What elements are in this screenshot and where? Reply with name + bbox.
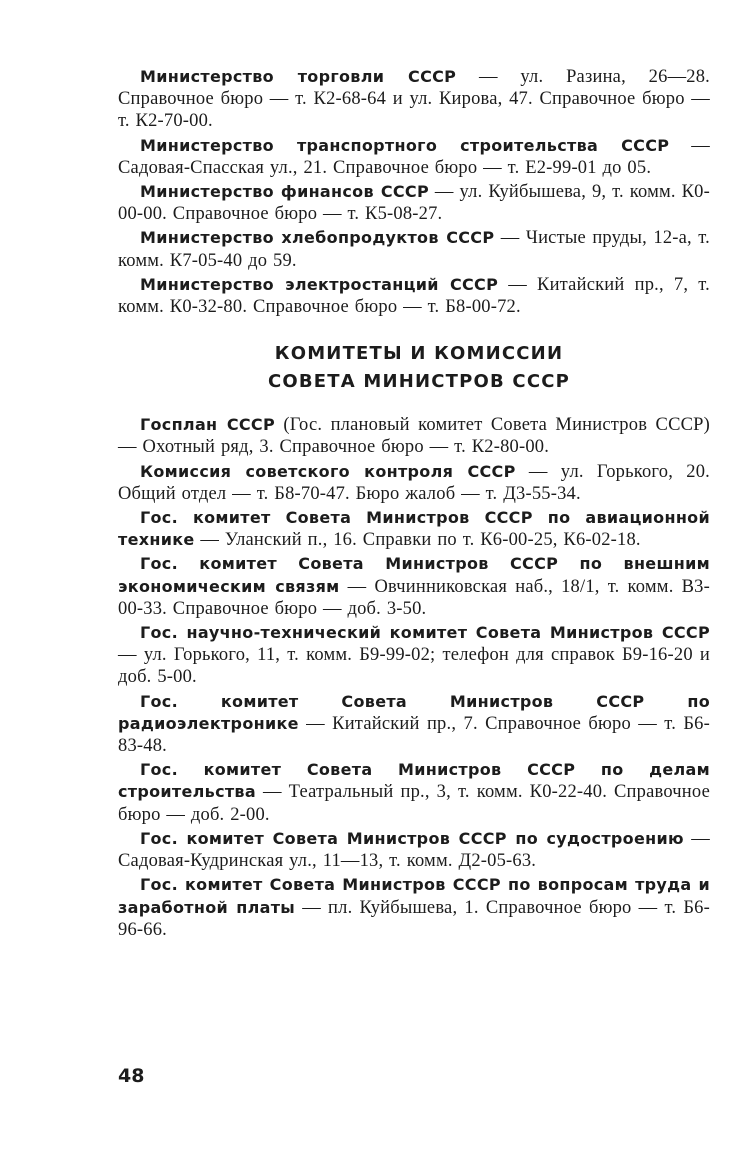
entry-committee-labor-wages [118, 874, 710, 941]
entry-soviet-control-commission [118, 461, 710, 505]
entry-ministry-trade [118, 66, 710, 133]
committees-section [118, 414, 710, 941]
page-number: 48 [118, 1065, 145, 1087]
entry-text: — Садовая-Спасская ул., 21. Справочное бюро — т. Е2-99-01 до 05. [118, 135, 710, 178]
entry-committee-foreign-economic [118, 553, 710, 620]
entry-title: Гос. научно-технический комитет Совета Министров СССР [140, 623, 710, 643]
entry-text: — пл. Куйбышева, 1. Справочное бюро — т. Б6-96-66. [118, 897, 710, 940]
entry-title: Министерство торговли СССР [140, 67, 457, 86]
entry-text: — ул. Горького, 20. Общий отдел — т. Б8-70-47. Бюро жалоб — т. Д3-55-34. [118, 461, 710, 504]
entry-ministry-grain-products [118, 227, 710, 271]
entry-ministry-power-stations [118, 274, 710, 318]
entry-committee-construction [118, 759, 710, 826]
entry-text: — Садовая-Кудринская ул., 11—13, т. комм. Д2-05-63. [118, 828, 711, 872]
entry-title: Гос. комитет Совета Министров СССР по вопросам труда и заработной платы [118, 875, 710, 917]
entry-committee-science-technology [118, 622, 710, 689]
entry-text: — Китайский пр., 7. Справочное бюро — т. Б6-83-48. [118, 713, 710, 757]
entry-text: — Уланский п., 16. Справки по т. К6-00-25, К6-02-18. [194, 530, 641, 551]
entry-title: Гос. комитет Совета Министров СССР по делам строительства [118, 760, 710, 802]
section-heading-line2: СОВЕТА МИНИСТРОВ СССР [267, 371, 571, 393]
entry-text: — Китайский пр., 7, т. комм. К0-32-80. Справочное бюро — т. Б8-00-72. [118, 274, 711, 318]
entry-title: Министерство электростанций СССР [140, 274, 499, 294]
entry-title: Гос. комитет Совета Министров СССР по внешним экономическим связям [118, 554, 710, 596]
entry-title: Гос. комитет Совета Министров СССР по судостроению [140, 828, 684, 848]
section-heading-line1: КОМИТЕТЫ И КОМИССИИ [274, 343, 564, 365]
entry-title: Министерство хлебопродуктов СССР [140, 228, 495, 248]
entry-committee-aviation [118, 507, 710, 551]
entry-title: Комиссия советского контроля СССР [140, 461, 516, 481]
entry-committee-radioelectronics [118, 691, 710, 758]
entry-text: — ул. Разина, 26—28. Справочное бюро — т. К2-68-64 и ул. Кирова, 47. Справочное бюро — т. К2-70-00. [118, 67, 710, 132]
entry-text: — ул. Горького, 11, т. комм. Б9-99-02; телефон для справок Б9-16-20 и доб. 5-00. [118, 645, 710, 688]
entry-text: — ул. Куйбышева, 9, т. комм. К0-00-00. Справочное бюро — т. К5-08-27. [118, 182, 710, 225]
document-page [118, 66, 710, 943]
entry-ministry-transport-construction [118, 135, 710, 179]
entry-title: Министерство транспортного строительства СССР [140, 135, 670, 155]
section-heading [118, 340, 710, 396]
entry-ministry-finance [118, 181, 710, 225]
entry-gosplan [118, 414, 710, 458]
entry-title: Министерство финансов СССР [140, 182, 429, 202]
entry-title: Гос. комитет Совета Министров СССР по авиационной технике [118, 508, 710, 550]
entry-text: — Театральный пр., 3, т. комм. К0-22-40. Справочное бюро — доб. 2-00. [118, 782, 710, 825]
entry-text: — Овчинниковская наб., 18/1, т. комм. В3-00-33. Справочное бюро — доб. 3-50. [118, 576, 710, 619]
entry-title: Гос. комитет Совета Министров СССР по радиоэлектронике [118, 691, 710, 733]
entry-committee-shipbuilding [118, 828, 710, 872]
ministries-section [118, 66, 710, 318]
entry-text: — Чистые пруды, 12-а, т. комм. К7-05-40 до 59. [118, 228, 710, 271]
entry-title: Госплан СССР [140, 415, 275, 435]
entry-text: (Гос. плановый комитет Совета Министров СССР) — Охотный ряд, 3. Справочное бюро — т. К2-80-00. [118, 415, 710, 458]
